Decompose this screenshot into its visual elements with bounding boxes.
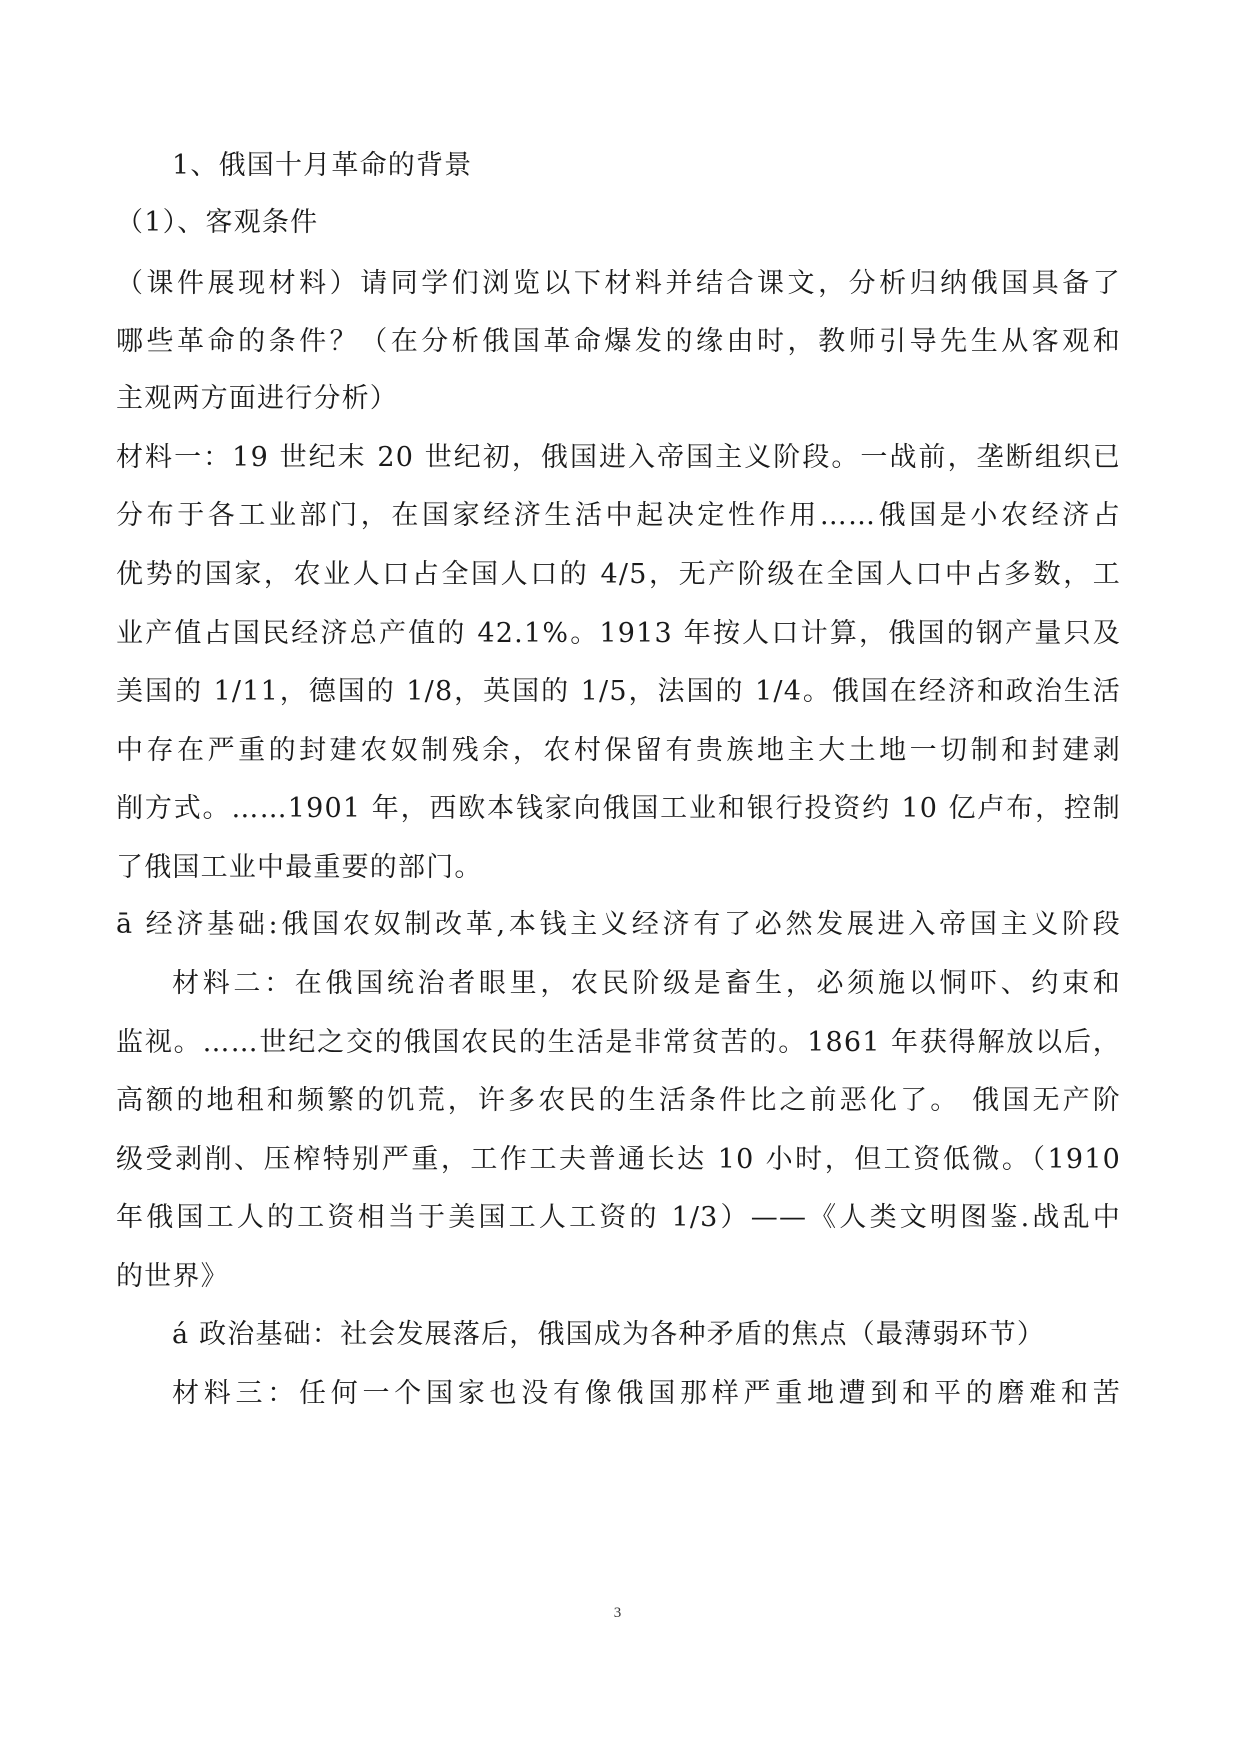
paragraph-line: 优势的国家，农业人口占全国人口的 4/5，无产阶级在全国人口中占多数，工 [116,559,1121,590]
paragraph-line: 级受剥削、压榨特别严重，工作工夫普通长达 10 小时，但工资低微。（1910 [116,1144,1121,1175]
paragraph-line: 材料三：任何一个国家也没有像俄国那样严重地遭到和平的磨难和苦 [172,1378,1121,1409]
paragraph-line: 高额的地租和频繁的饥荒，许多农民的生活条件比之前恶化了。 俄国无产阶 [116,1085,1121,1116]
subsection-heading: （1）、客观条件 [116,207,319,238]
conclusion-line: ā 经济基础:俄国农奴制改革,本钱主义经济有了必然发展进入帝国主义阶段 [116,909,1121,940]
paragraph-line: 的世界》 [116,1261,229,1292]
page-number: 3 [613,1605,622,1621]
section-heading: 1、俄国十月革命的背景 [172,150,473,181]
paragraph-line: 监视。……世纪之交的俄国农民的生活是非常贫苦的。1861 年获得解放以后， [116,1027,1121,1058]
conclusion-line: á 政治基础：社会发展落后，俄国成为各种矛盾的焦点（最薄弱环节） [172,1319,1046,1350]
paragraph-line: 了俄国工业中最重要的部门。 [116,852,483,883]
paragraph-line: 材料一：19 世纪末 20 世纪初，俄国进入帝国主义阶段。一战前，垄断组织已 [116,442,1121,473]
paragraph-line: 美国的 1/11，德国的 1/8，英国的 1/5，法国的 1/4。俄国在经济和政治生活 [116,676,1121,707]
paragraph-line: 分布于各工业部门，在国家经济生活中起决定性作用……俄国是小农经济占 [116,500,1121,531]
paragraph-line: 年俄国工人的工资相当于美国工人工资的 1/3）——《人类文明图鉴.战乱中 [116,1202,1121,1233]
paragraph-line: 中存在严重的封建农奴制残余，农村保留有贵族地主大土地一切制和封建剥 [116,735,1121,766]
paragraph-line: （课件展现材料）请同学们浏览以下材料并结合课文，分析归纳俄国具备了 [116,268,1121,299]
paragraph-line: 材料二：在俄国统治者眼里，农民阶级是畜生，必须施以恫吓、约束和 [172,968,1121,999]
paragraph-line: 哪些革命的条件？（在分析俄国革命爆发的缘由时，教师引导先生从客观和 [116,326,1121,357]
paragraph-line: 主观两方面进行分析） [116,383,398,414]
paragraph-line: 业产值占国民经济总产值的 42.1%。1913 年按人口计算，俄国的钢产量只及 [116,618,1121,649]
paragraph-line: 削方式。……1901 年，西欧本钱家向俄国工业和银行投资约 10 亿卢布，控制 [116,793,1121,824]
